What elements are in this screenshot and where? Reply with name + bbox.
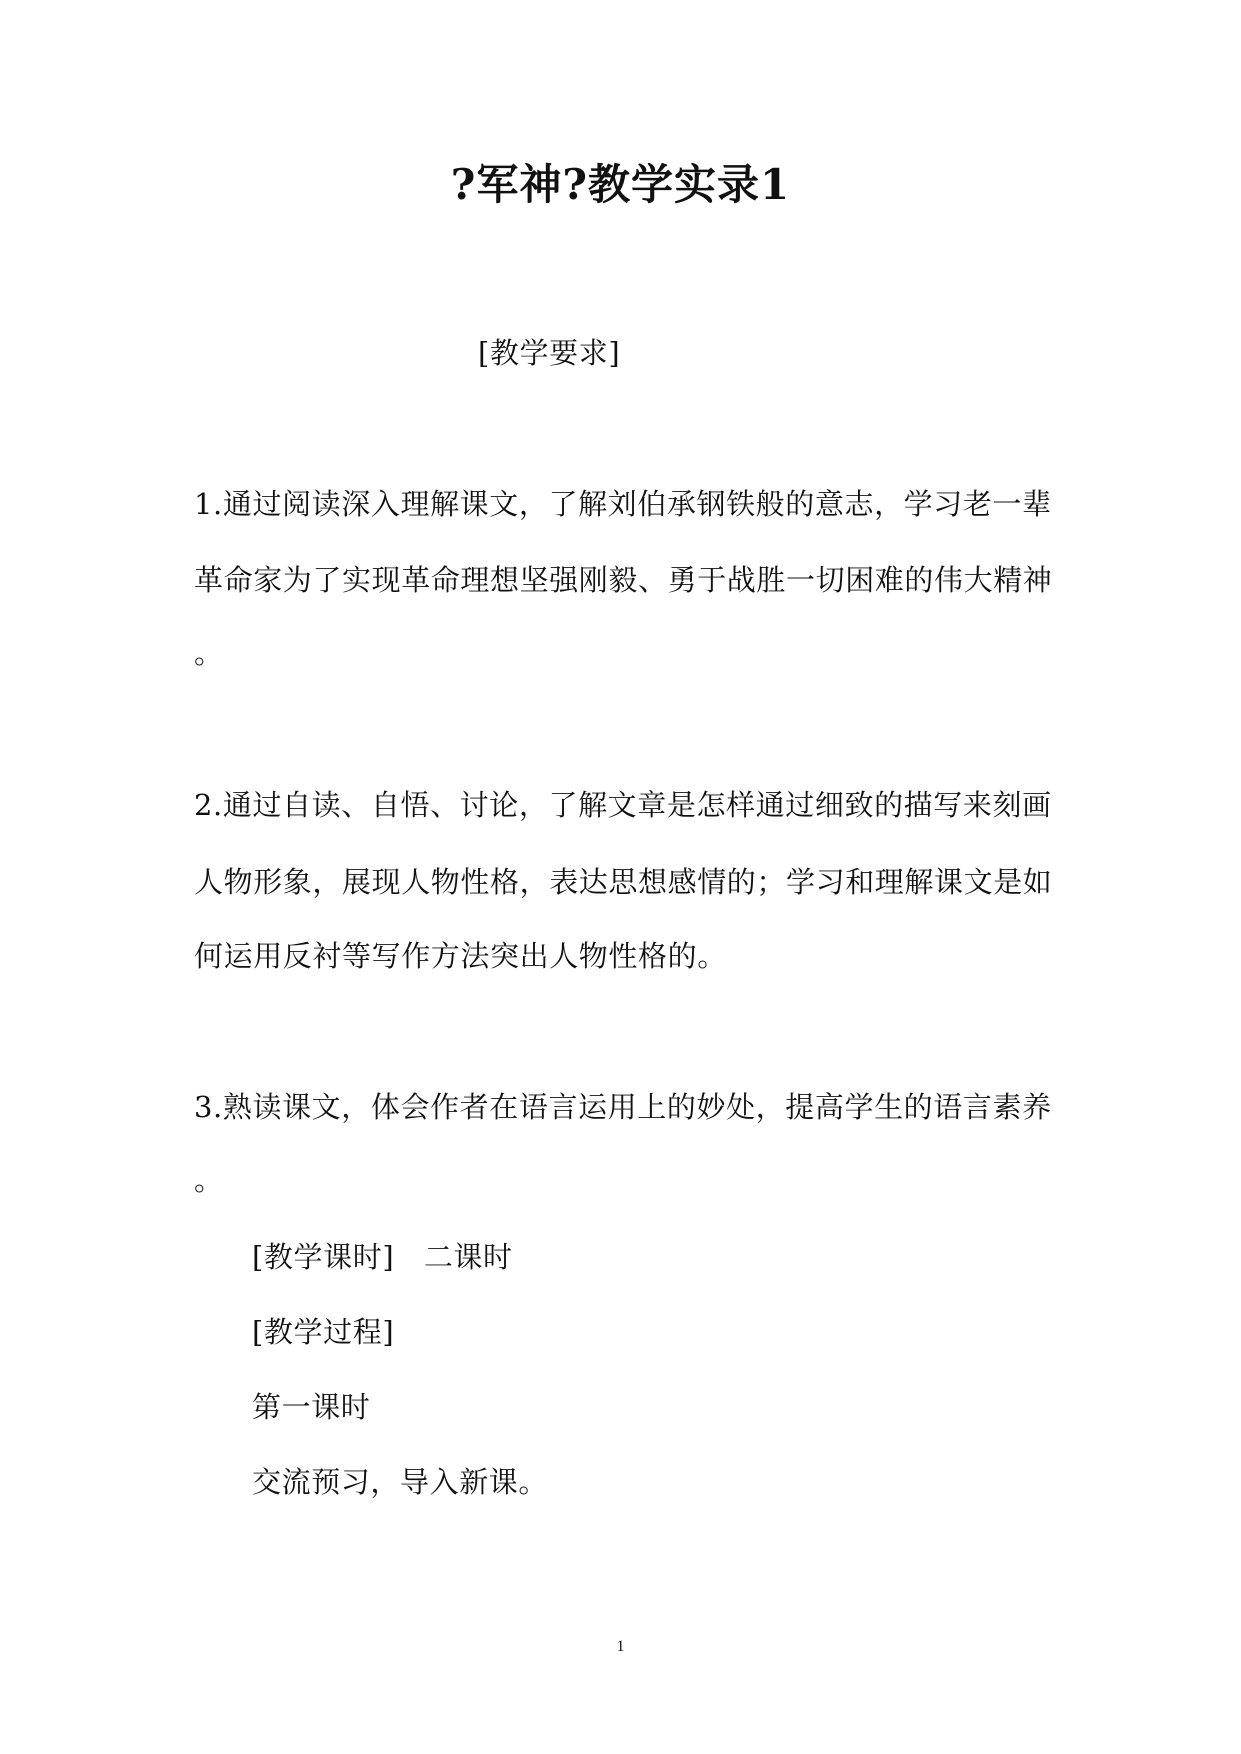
requirements-heading: [教学要求] [478, 336, 621, 370]
item1-line1: 1.通过阅读深入理解课文，了解刘伯承钢铁般的意志，学习老一辈 [194, 487, 1052, 521]
item3-line1: 3.熟读课文，体会作者在语言运用上的妙处，提高学生的语言素养 [194, 1090, 1052, 1124]
process-heading: [教学过程] [252, 1315, 395, 1349]
document-title: ?军神?教学实录1 [450, 160, 791, 209]
item2-line2: 人物形象，展现人物性格，表达思想感情的；学习和理解课文是如 [194, 865, 1053, 899]
item2-line3: 何运用反衬等写作方法突出人物性格的。 [194, 939, 727, 973]
item1-line2: 革命家为了实现革命理想坚强刚毅、勇于战胜一切困难的伟大精神 [194, 563, 1053, 597]
class-hours: [教学课时] 二课时 [252, 1240, 513, 1274]
item3-line2: 。 [194, 1163, 224, 1197]
item2-line1: 2.通过自读、自悟、讨论，了解文章是怎样通过细致的描写来刻画 [194, 788, 1052, 822]
page-number: 1 [616, 1638, 625, 1655]
item1-line3: 。 [194, 636, 224, 670]
intro-text: 交流预习，导入新课。 [252, 1465, 549, 1499]
first-lesson-heading: 第一课时 [252, 1390, 371, 1424]
